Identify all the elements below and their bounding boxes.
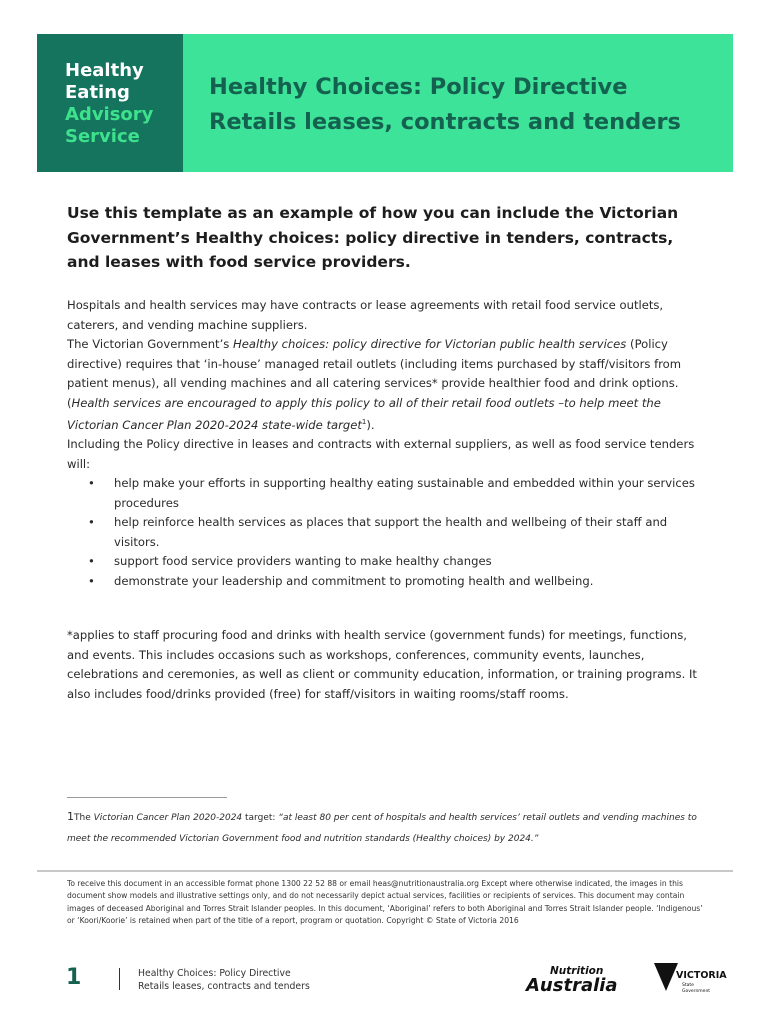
list-item-text: demonstrate your leadership and commitment to promoting health and wellbeing. (114, 573, 594, 588)
footnote-divider (67, 797, 227, 798)
list-item (67, 513, 707, 552)
asterisk-note: *applies to staff procuring food and drinks with health service (government funds) for meetings, functions, and events. This includes occasions such as workshops, conferences, community events, launches, celebrations and ceremonies, as well as client or community education, information, or training programs. It also includes food/drinks provided (free) for staff/visitors in waiting rooms/staff rooms. (67, 628, 697, 701)
nutrition-australia-logo (524, 962, 622, 994)
victoria-logo-text: VICTORIA (676, 970, 727, 981)
footer-title-line: Healthy Choices: Policy Directive (138, 968, 291, 979)
list-item (67, 552, 707, 572)
paragraph-including: Including the Policy directive in leases and contracts with external suppliers, as well as food service tenders will: (67, 437, 695, 471)
body-text (67, 296, 707, 591)
footnote (67, 806, 707, 850)
text-run: ( (67, 395, 72, 410)
page-header (37, 34, 733, 172)
bullet-icon: • (88, 554, 95, 569)
benefits-list (67, 474, 707, 591)
australia-logo-text: Australia (526, 975, 618, 996)
text-run: The (74, 813, 94, 823)
text-run: target: (242, 813, 279, 823)
footnote-number: 1 (67, 810, 74, 823)
paragraph-policy-directive (67, 335, 707, 394)
heas-logo (37, 34, 183, 172)
footer-doc-title (138, 967, 310, 993)
text-run: (Policy directive) requires that ‘in-house’ managed retail outlets (including items purchased by staff/visitors from patient menus), all vending machines and all catering services* provide healthier food and drink options. (67, 337, 682, 390)
text-run: The Victorian Government’s (67, 337, 233, 351)
logo-line-healthy: Healthy (65, 60, 144, 81)
page-number: 1 (66, 965, 82, 990)
document-subtitle: Retails leases, contracts and tenders (209, 109, 681, 135)
paragraph-contracts: Hospitals and health services may have contracts or lease agreements with retail food service outlets, caterers, and vending machine suppliers. (67, 298, 664, 332)
footer-disclaimer: To receive this document in an accessible format phone 1300 22 52 88 or email heas@nutritionaustralia.org Except where otherwise indicated, the images in this document show models and illustrative settings only, and do not necessarily depict actual services, facilities or recipients of services. This document may contain images of deceased Aboriginal and Torres Strait Islander peoples. In this document, ‘Aboriginal’ refers to both Aboriginal and Torres Strait Islander people. ‘Indigenous’ or ‘Koori/Koorie’ is retained when part of the title of a report, program or quotation. Copyright © State of Victoria 2016 (67, 879, 703, 926)
nutrition-logo-text: Nutrition (550, 965, 604, 977)
encouragement-text: Health services are encouraged to apply this policy to all of their retail food outlets –to help meet the Victorian Cancer Plan 2020-2024 state-wide target (67, 395, 661, 432)
list-item-text: support food service providers wanting to make healthy changes (114, 554, 492, 569)
target-quote: “at least 80 per cent of hospitals and health services’ retail outlets and vending machines to meet the recommended Victorian Government food and nutrition standards (Healthy choices) by 2024.” (67, 813, 697, 844)
footnote-ref[interactable]: 1 (361, 418, 367, 426)
policy-title: Healthy choices: policy directive for Victorian public health services (233, 337, 627, 351)
title-banner (183, 34, 733, 172)
list-item-text: help make your efforts in supporting healthy eating sustainable and embedded within your services procedures (114, 476, 695, 510)
document-title: Healthy Choices: Policy Directive (209, 74, 628, 100)
cancer-plan-title: Victorian Cancer Plan 2020-2024 (93, 813, 243, 823)
bullet-icon: • (88, 573, 95, 588)
footer-separator (119, 968, 120, 990)
intro-heading: Use this template as an example of how you can include the Victorian Government’s Healthy choices: policy directive in tenders, contracts, and leases with food service providers. (67, 204, 679, 271)
logo-line-service: Service (65, 126, 140, 147)
logo-line-advisory: Advisory (65, 104, 154, 125)
footer-subtitle-line: Retails leases, contracts and tenders (138, 981, 310, 992)
victoria-state-government-logo (652, 961, 727, 997)
victoria-chevron-icon (654, 963, 678, 991)
paragraph-encouragement (67, 394, 707, 436)
government-logo-text: Government (682, 989, 711, 994)
text-run: ). (366, 417, 375, 432)
list-item-text: help reinforce health services as places that support the health and wellbeing of their staff and visitors. (114, 515, 668, 549)
state-logo-text: State (682, 983, 694, 988)
bullet-icon: • (88, 476, 95, 491)
list-item (67, 572, 707, 592)
bullet-icon: • (88, 515, 95, 530)
list-item (67, 474, 707, 513)
logo-line-eating: Eating (65, 82, 130, 103)
footer-divider (37, 870, 733, 872)
